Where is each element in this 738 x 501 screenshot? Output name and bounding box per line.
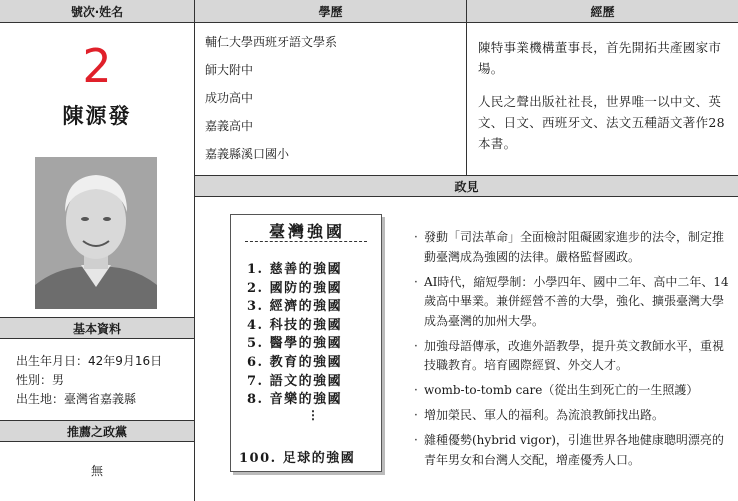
policy-text: 發動「司法革命」全面檢討阻礙國家進步的法令，制定推動臺灣成為強國的法律。嚴格監督國政。 [424,230,725,264]
divider-left [194,0,195,501]
basic-info-title: 基本資料 [0,318,194,338]
slogan-item: 6. 教育的強國 [247,354,343,370]
party-title: 推薦之政黨 [0,421,194,441]
bullet-icon: ‧ [414,433,418,447]
slogan-item: 8. 音樂的強國 [247,392,343,408]
basic-info [16,352,162,409]
bullet-icon: ‧ [414,338,418,353]
bullet-icon: ‧ [414,230,418,244]
education-item: 嘉義高中 [205,119,254,133]
policy-item [414,228,732,267]
divider-middle [466,0,467,175]
slogan-item: 5. 醫學的強國 [247,336,343,352]
slogan-list [247,261,342,410]
divider-party-header [0,441,194,442]
header-number-name: 號次‧姓名 [0,0,194,22]
education-item: 輔仁大學西班牙語文學系 [205,35,338,49]
education-item: 成功高中 [205,91,254,105]
slogan-item: 7. 語文的強國 [247,373,343,389]
candidate-name: 陳源發 [62,104,132,128]
slogan-box [230,214,382,472]
bullet-icon: ‧ [414,383,418,397]
experience-item: 人民之聲出版社社長，世界唯一以中文、英文、日文、西班牙文、法文五種語文著作28本書。 [478,94,725,151]
policy-list [414,228,732,476]
candidate-number: 2 [82,39,112,93]
divider-header [0,22,738,23]
slogan-ellipsis: ⋮ [307,408,319,422]
divider-policy-header [195,196,738,197]
policy-text: 加強母語傳承，改進外語教學，提升英文教師水平，重視技職教育。培育國際經貿、外交人才。 [424,338,725,372]
slogan-last-item: 100. 足球的強國 [239,451,356,466]
candidate-photo [35,157,157,309]
slogan-title-underline [245,241,367,244]
policy-text: womb-to-tomb care（從出生到死亡的一生照護） [424,383,699,397]
slogan-item: 4. 科技的強國 [247,317,343,333]
gender: 性別：男 [16,373,65,387]
slogan-item: 2. 國防的強國 [247,280,343,296]
bullet-icon: ‧ [414,408,418,422]
divider-basic-header [0,338,194,339]
slogan-title: 臺灣強國 [268,222,345,241]
policy-item [414,381,732,401]
header-experience: 經歷 [467,0,738,22]
slogan-item: 1. 慈善的強國 [247,262,343,277]
policy-text: 增加榮民、軍人的福利。為流浪教師找出路。 [424,408,665,422]
party-value: 無 [90,464,103,478]
experience-item: 陳特事業機構董事長，首先開拓共產國家市場。 [478,40,722,76]
header-policy: 政見 [195,176,738,196]
birthplace: 出生地：臺灣省嘉義縣 [16,392,137,406]
policy-text: AI時代，縮短學制：小學四年、國中二年、高中二年、14歲高中畢業。兼併經營不善的大學，強化、擴張臺灣大學成為臺灣的加州大學。 [424,274,729,328]
policy-item [414,406,732,426]
birth-date: 出生年月日：42年9月16日 [16,354,163,368]
policy-item [414,431,732,470]
bullet-icon: ‧ [414,274,418,289]
header-education: 學歷 [195,0,466,22]
education-list [205,34,337,174]
experience-list [478,37,732,166]
policy-item [414,337,732,376]
education-item: 嘉義縣溪口國小 [205,147,290,161]
slogan-item: 3. 經濟的強國 [247,299,343,315]
policy-item [414,273,732,332]
education-item: 師大附中 [205,63,254,77]
policy-text: 雜種優勢(hybrid vigor)，引進世界各地健康聰明漂亮的青年男女和台灣人交配，增產優秀人口。 [424,433,724,467]
